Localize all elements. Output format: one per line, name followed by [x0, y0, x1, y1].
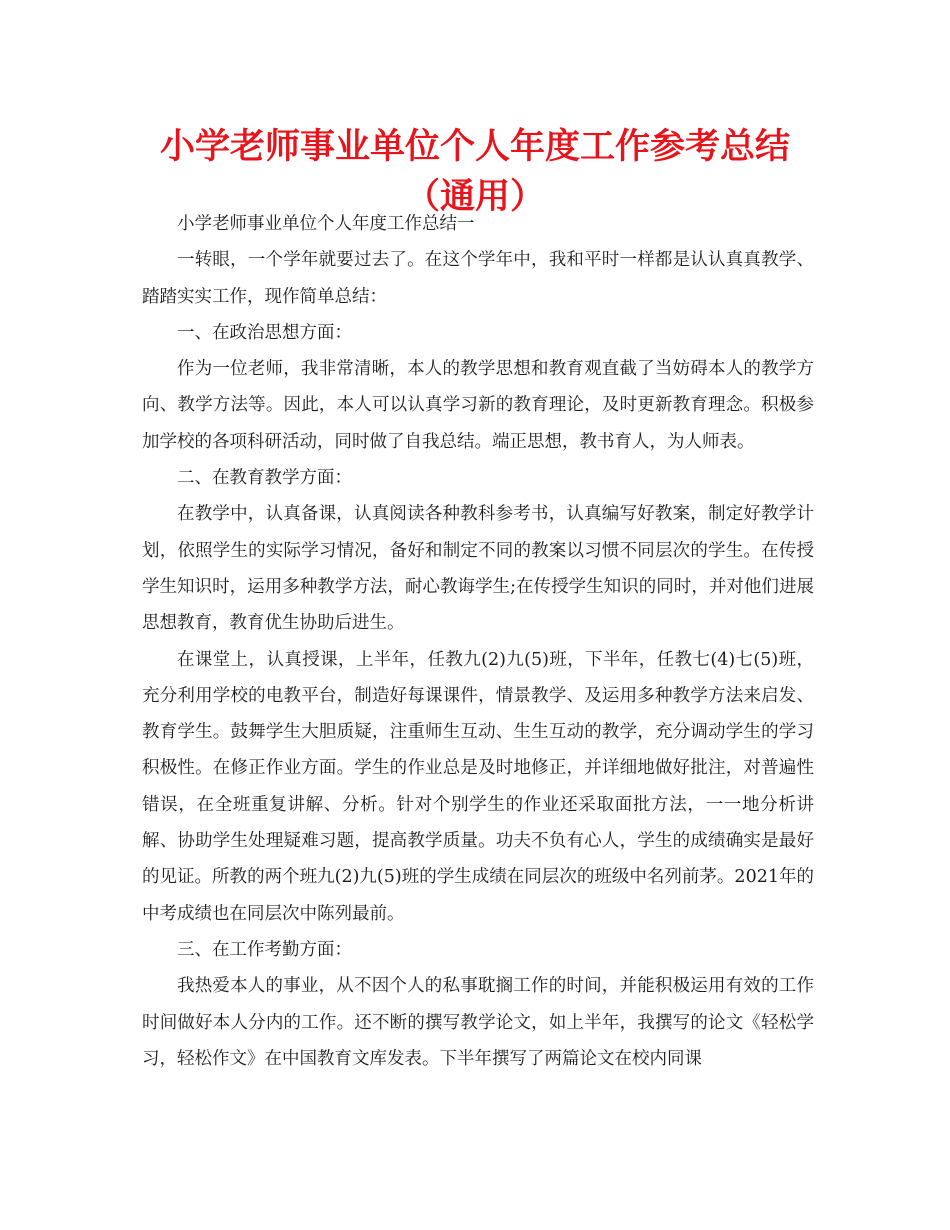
paragraph-intro: 一转眼，一个学年就要过去了。在这个学年中，我和平时一样都是认认真真教学、踏踏实实工作，现作简单总结： — [142, 250, 814, 307]
paragraph-politics: 作为一位老师，我非常清晰，本人的教学思想和教育观直截了当妨碍本人的教学方向、教学方法等。因此，本人可以认真学习新的教育理论，及时更新教育理念。积极参加学校的各项科研活动，同时做了自我总结。端正思想，教书育人，为人师表。 — [142, 359, 814, 452]
section-heading-politics: 一、在政治思想方面： — [177, 322, 352, 343]
section-heading-teaching: 二、在教育教学方面： — [177, 468, 352, 489]
paragraph-subtitle: 小学老师事业单位个人年度工作总结一 — [177, 214, 475, 234]
section-heading-attendance: 三、在工作考勤方面： — [177, 939, 352, 960]
paragraph-teaching-1: 在教学中，认真备课，认真阅读各种教科参考书，认真编写好教案，制定好教学计划，依照学生的实际学习情况，备好和制定不同的教案以习惯不同层次的学生。在传授学生知识时，运用多种教学方法，耐心教诲学生;在传授学生知识的同时，并对他们进展思想教育，教育优生协助后进生。 — [142, 504, 814, 634]
paragraph-attendance: 我热爱本人的事业，从不因个人的私事耽搁工作的时间，并能积极运用有效的工作时间做好本人分内的工作。还不断的撰写教学论文，如上半年，我撰写的论文《轻松学习，轻松作文》在中国教育文库发表。下半年撰写了两篇论文在校内同课 — [142, 976, 814, 1069]
document-body — [142, 206, 814, 1077]
paragraph-teaching-2: 在课堂上，认真授课，上半年，任教九(2)九(5)班，下半年，任教七(4)七(5)班，充分利用学校的电教平台，制造好每课课件，情景教学、及运用多种教学方法来启发、教育学生。鼓舞学生大胆质疑，注重师生互动、生生互动的教学，充分调动学生的学习积极性。在修正作业方面。学生的作业总是及时地修正，并详细地做好批注，对普遍性错误，在全班重复讲解、分析。针对个别学生的作业还采取面批方法，一一地分析讲解、协助学生处理疑难习题，提高教学质量。功夫不负有心人，学生的成绩确实是最好的见证。所教的两个班九(2)九(5)班的学生成绩在同层次的班级中名列前茅。2021年的中考成绩也在同层次中陈列最前。 — [142, 649, 814, 924]
document-title: 小学老师事业单位个人年度工作参考总结（通用） — [159, 127, 790, 217]
